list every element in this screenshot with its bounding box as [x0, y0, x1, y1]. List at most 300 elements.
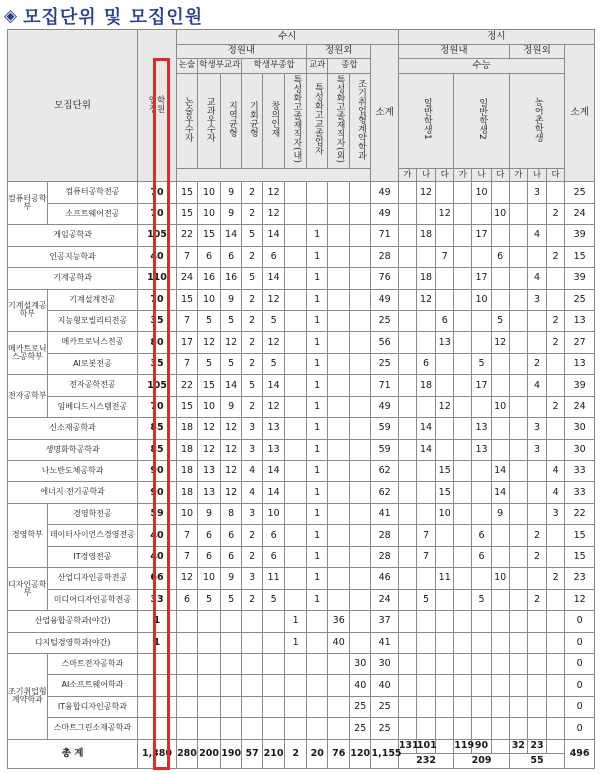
value-cell: 12	[436, 203, 454, 224]
value-cell: 10	[491, 203, 509, 224]
value-cell	[328, 375, 350, 396]
value-cell	[509, 546, 527, 567]
value-cell	[491, 675, 509, 696]
value-cell: 10	[491, 568, 509, 589]
value-cell: 13	[472, 439, 491, 460]
value-cell: 10	[198, 289, 221, 310]
value-cell: 18	[176, 482, 198, 503]
value-cell: 12	[220, 482, 242, 503]
value-cell	[398, 182, 416, 203]
col-region: 지역균형	[220, 73, 242, 168]
value-cell	[472, 653, 491, 674]
value-cell: 6	[198, 246, 221, 267]
total-susi-cell: 210	[262, 739, 285, 768]
value-cell	[436, 418, 454, 439]
subtotal-cell: 30	[565, 439, 595, 460]
value-cell	[349, 310, 371, 331]
g2-ga: 가	[454, 168, 472, 181]
value-cell	[491, 632, 509, 653]
quota-cell: 66	[138, 568, 177, 589]
value-cell: 11	[262, 568, 285, 589]
value-cell: 18	[416, 225, 435, 246]
value-cell: 22	[176, 225, 198, 246]
value-cell	[454, 461, 472, 482]
value-cell	[306, 632, 328, 653]
value-cell	[454, 203, 472, 224]
value-cell: 13	[198, 461, 221, 482]
value-cell: 2	[547, 396, 565, 417]
quota-cell: 40	[138, 246, 177, 267]
table-row	[8, 653, 595, 674]
value-cell	[491, 611, 509, 632]
value-cell	[328, 418, 350, 439]
col-nonsul: 논술우수자	[176, 73, 198, 168]
value-cell	[472, 611, 491, 632]
department-name: 게임공학과	[8, 225, 138, 246]
col-sp2: 특성화고교졸업자	[306, 73, 328, 168]
quota-cell: 85	[138, 439, 177, 460]
value-cell	[472, 718, 491, 739]
value-cell	[454, 546, 472, 567]
value-cell: 10	[198, 203, 221, 224]
value-cell	[306, 203, 328, 224]
department-name: 전자공학전공	[47, 375, 138, 396]
value-cell	[262, 675, 285, 696]
table-row	[8, 525, 595, 546]
value-cell: 22	[176, 375, 198, 396]
value-cell	[509, 461, 527, 482]
value-cell	[527, 675, 546, 696]
value-cell	[454, 632, 472, 653]
value-cell	[454, 696, 472, 717]
value-cell: 14	[491, 461, 509, 482]
quota-cell	[138, 675, 177, 696]
total-susi-cell: 280	[176, 739, 198, 768]
value-cell	[242, 653, 262, 674]
value-cell	[436, 589, 454, 610]
quota-cell: 85	[138, 418, 177, 439]
value-cell	[285, 439, 307, 460]
value-cell: 12	[416, 289, 435, 310]
value-cell	[220, 653, 242, 674]
value-cell	[220, 675, 242, 696]
table-row	[8, 589, 595, 610]
subtotal-cell: 56	[371, 332, 398, 353]
department-name: 스마트그린소재공학과	[47, 718, 138, 739]
value-cell	[416, 675, 435, 696]
department-name: 디지털경영학과(야간)	[8, 632, 138, 653]
total-g2-da	[491, 739, 509, 754]
value-cell	[198, 632, 221, 653]
value-cell: 3	[547, 503, 565, 524]
value-cell: 7	[176, 310, 198, 331]
value-cell	[242, 675, 262, 696]
value-cell: 16	[198, 268, 221, 289]
value-cell	[328, 718, 350, 739]
value-cell	[454, 525, 472, 546]
total-rural-ga: 32	[509, 739, 527, 754]
table-row	[8, 375, 595, 396]
value-cell	[491, 289, 509, 310]
department-name: 신소재공학과	[8, 418, 138, 439]
quota-cell: 35	[138, 353, 177, 374]
value-cell	[328, 225, 350, 246]
value-cell	[285, 246, 307, 267]
value-cell	[306, 653, 328, 674]
value-cell: 14	[220, 225, 242, 246]
value-cell	[491, 353, 509, 374]
value-cell: 14	[262, 225, 285, 246]
value-cell	[328, 653, 350, 674]
value-cell	[454, 182, 472, 203]
value-cell	[472, 332, 491, 353]
subtotal-cell: 59	[371, 418, 398, 439]
value-cell	[398, 696, 416, 717]
value-cell	[328, 396, 350, 417]
table-row	[8, 182, 595, 203]
value-cell	[349, 396, 371, 417]
table-row	[8, 718, 595, 739]
value-cell	[436, 439, 454, 460]
value-cell	[547, 525, 565, 546]
value-cell	[547, 268, 565, 289]
value-cell	[349, 589, 371, 610]
value-cell: 12	[436, 396, 454, 417]
group-cell: 기계설계공학부	[8, 289, 48, 332]
total-g2-na: 90	[472, 739, 491, 754]
value-cell	[436, 718, 454, 739]
value-cell	[472, 675, 491, 696]
value-cell	[509, 246, 527, 267]
subtotal-cell: 46	[371, 568, 398, 589]
value-cell: 12	[262, 203, 285, 224]
subtotal-cell: 0	[565, 696, 595, 717]
value-cell	[398, 225, 416, 246]
value-cell	[220, 718, 242, 739]
value-cell: 1	[306, 568, 328, 589]
value-cell	[509, 611, 527, 632]
value-cell	[262, 653, 285, 674]
subtotal-cell: 62	[371, 461, 398, 482]
value-cell	[328, 482, 350, 503]
value-cell	[328, 268, 350, 289]
value-cell	[328, 353, 350, 374]
table-row	[8, 418, 595, 439]
value-cell	[198, 675, 221, 696]
subtotal-cell: 0	[565, 632, 595, 653]
value-cell	[398, 203, 416, 224]
value-cell: 1	[306, 289, 328, 310]
value-cell: 1	[306, 332, 328, 353]
value-cell: 11	[436, 568, 454, 589]
value-cell	[349, 225, 371, 246]
subtotal-cell: 71	[371, 225, 398, 246]
subtotal-cell: 24	[565, 203, 595, 224]
value-cell	[285, 182, 307, 203]
total-susi-cell: 200	[198, 739, 221, 768]
value-cell	[349, 182, 371, 203]
value-cell: 24	[176, 268, 198, 289]
value-cell	[198, 696, 221, 717]
value-cell	[527, 310, 546, 331]
group-cell: 경영학부	[8, 503, 48, 567]
value-cell: 1	[306, 503, 328, 524]
value-cell	[285, 289, 307, 310]
value-cell: 6	[220, 546, 242, 567]
value-cell	[547, 696, 565, 717]
value-cell	[454, 310, 472, 331]
value-cell	[285, 375, 307, 396]
value-cell	[472, 632, 491, 653]
value-cell: 25	[349, 718, 371, 739]
value-cell	[416, 461, 435, 482]
value-cell: 4	[527, 375, 546, 396]
quota-cell: 70	[138, 203, 177, 224]
unit-header: 모집단위	[8, 30, 138, 182]
group-cell: 전자공학부	[8, 375, 48, 418]
value-cell	[285, 503, 307, 524]
value-cell	[285, 225, 307, 246]
value-cell	[509, 632, 527, 653]
value-cell	[527, 246, 546, 267]
value-cell: 10	[472, 182, 491, 203]
value-cell: 5	[262, 310, 285, 331]
value-cell	[509, 439, 527, 460]
rural-ga: 가	[509, 168, 527, 181]
value-cell	[547, 225, 565, 246]
value-cell: 9	[220, 182, 242, 203]
value-cell: 7	[416, 546, 435, 567]
table-row	[8, 396, 595, 417]
value-cell	[491, 418, 509, 439]
table-row	[8, 310, 595, 331]
value-cell	[436, 225, 454, 246]
value-cell	[491, 546, 509, 567]
value-cell: 7	[176, 525, 198, 546]
value-cell: 7	[176, 546, 198, 567]
value-cell	[472, 203, 491, 224]
value-cell	[472, 310, 491, 331]
value-cell: 10	[491, 396, 509, 417]
value-cell	[454, 568, 472, 589]
value-cell: 10	[436, 503, 454, 524]
value-cell	[416, 611, 435, 632]
value-cell: 10	[198, 182, 221, 203]
value-cell: 5	[472, 589, 491, 610]
col-sp3: 특성화고졸재직자(외)	[328, 73, 350, 168]
quota-cell: 70	[138, 182, 177, 203]
value-cell	[328, 439, 350, 460]
value-cell	[509, 182, 527, 203]
total-susi-cell: 76	[328, 739, 350, 768]
value-cell: 2	[242, 396, 262, 417]
value-cell	[472, 246, 491, 267]
value-cell: 5	[242, 268, 262, 289]
value-cell	[509, 375, 527, 396]
value-cell: 5	[220, 310, 242, 331]
table-row	[8, 246, 595, 267]
value-cell	[547, 353, 565, 374]
table-row	[8, 568, 595, 589]
value-cell: 12	[262, 182, 285, 203]
value-cell	[547, 182, 565, 203]
value-cell: 1	[306, 589, 328, 610]
quota-cell: 80	[138, 332, 177, 353]
value-cell	[242, 632, 262, 653]
table-row	[8, 546, 595, 567]
value-cell	[509, 525, 527, 546]
value-cell	[436, 182, 454, 203]
student-subject-header: 학생부교과	[198, 59, 242, 74]
total-jeongsi-subtotal: 496	[565, 739, 595, 768]
value-cell	[349, 203, 371, 224]
subtotal-cell: 71	[371, 375, 398, 396]
rural-da: 다	[547, 168, 565, 181]
value-cell	[491, 696, 509, 717]
value-cell	[454, 332, 472, 353]
value-cell	[328, 568, 350, 589]
value-cell	[398, 503, 416, 524]
value-cell	[328, 289, 350, 310]
value-cell	[398, 375, 416, 396]
department-name: 컴퓨터공학전공	[47, 182, 138, 203]
value-cell	[220, 611, 242, 632]
value-cell: 2	[242, 353, 262, 374]
page-title: 모집단위 및 모집인원	[23, 7, 204, 28]
value-cell	[436, 289, 454, 310]
value-cell	[349, 482, 371, 503]
value-cell	[454, 353, 472, 374]
table-row	[8, 632, 595, 653]
value-cell	[328, 332, 350, 353]
value-cell	[472, 461, 491, 482]
value-cell: 5	[262, 353, 285, 374]
total-susi-cell: 57	[242, 739, 262, 768]
value-cell	[491, 589, 509, 610]
value-cell	[306, 718, 328, 739]
value-cell: 9	[491, 503, 509, 524]
value-cell: 40	[349, 675, 371, 696]
value-cell: 9	[220, 203, 242, 224]
department-name: AI소프트웨어학과	[47, 675, 138, 696]
value-cell: 15	[198, 225, 221, 246]
value-cell	[328, 525, 350, 546]
value-cell	[547, 289, 565, 310]
subtotal-cell: 33	[565, 482, 595, 503]
subtotal-cell: 28	[371, 525, 398, 546]
value-cell: 2	[242, 289, 262, 310]
value-cell: 10	[176, 503, 198, 524]
value-cell: 15	[176, 396, 198, 417]
subtotal-cell: 40	[371, 675, 398, 696]
col-opp: 기회균형	[242, 73, 262, 168]
total-susi-cell: 2	[285, 739, 307, 768]
value-cell: 3	[527, 439, 546, 460]
value-cell	[349, 611, 371, 632]
value-cell: 12	[262, 289, 285, 310]
susi-subtotal-header: 소계	[371, 44, 398, 182]
table-body	[8, 30, 595, 769]
value-cell	[398, 653, 416, 674]
value-cell	[509, 310, 527, 331]
value-cell: 2	[527, 353, 546, 374]
value-cell: 25	[349, 696, 371, 717]
value-cell: 2	[547, 568, 565, 589]
value-cell: 4	[242, 482, 262, 503]
value-cell	[285, 546, 307, 567]
value-cell	[454, 225, 472, 246]
value-cell	[509, 503, 527, 524]
value-cell	[349, 632, 371, 653]
value-cell: 1	[306, 353, 328, 374]
g2-na: 나	[472, 168, 491, 181]
value-cell: 5	[262, 589, 285, 610]
value-cell: 6	[176, 589, 198, 610]
value-cell	[454, 375, 472, 396]
value-cell	[436, 268, 454, 289]
table-row	[8, 268, 595, 289]
value-cell	[285, 482, 307, 503]
value-cell	[509, 675, 527, 696]
value-cell	[436, 353, 454, 374]
table-row	[8, 332, 595, 353]
value-cell	[285, 268, 307, 289]
value-cell: 13	[262, 418, 285, 439]
value-cell: 14	[416, 418, 435, 439]
subtotal-cell: 41	[371, 632, 398, 653]
subtotal-cell: 49	[371, 289, 398, 310]
value-cell	[285, 718, 307, 739]
value-cell: 18	[176, 439, 198, 460]
suneung-header: 수능	[398, 59, 564, 74]
value-cell	[285, 418, 307, 439]
value-cell	[436, 653, 454, 674]
value-cell	[547, 375, 565, 396]
value-cell	[349, 461, 371, 482]
value-cell: 1	[306, 418, 328, 439]
quota-cell: 90	[138, 461, 177, 482]
quota-cell: 70	[138, 396, 177, 417]
value-cell: 5	[242, 225, 262, 246]
value-cell	[509, 696, 527, 717]
value-cell	[527, 482, 546, 503]
quota-cell: 70	[138, 289, 177, 310]
department-name: AI로봇전공	[47, 353, 138, 374]
department-name: 산업융합공학과(야간)	[8, 611, 138, 632]
department-name: 에너지·전기공학과	[8, 482, 138, 503]
value-cell	[349, 503, 371, 524]
value-cell	[398, 611, 416, 632]
value-cell: 12	[220, 332, 242, 353]
value-cell: 1	[306, 482, 328, 503]
subtotal-cell: 30	[565, 418, 595, 439]
department-name: 경영학전공	[47, 503, 138, 524]
value-cell	[416, 332, 435, 353]
value-cell	[416, 310, 435, 331]
value-cell	[262, 632, 285, 653]
value-cell: 14	[491, 482, 509, 503]
value-cell: 3	[527, 182, 546, 203]
value-cell: 10	[198, 568, 221, 589]
value-cell: 12	[220, 418, 242, 439]
department-name: 기계공학과	[8, 268, 138, 289]
value-cell	[285, 568, 307, 589]
value-cell	[285, 353, 307, 374]
value-cell: 16	[220, 268, 242, 289]
value-cell	[285, 653, 307, 674]
value-cell	[416, 696, 435, 717]
total-g1-ga: 131	[398, 739, 416, 754]
